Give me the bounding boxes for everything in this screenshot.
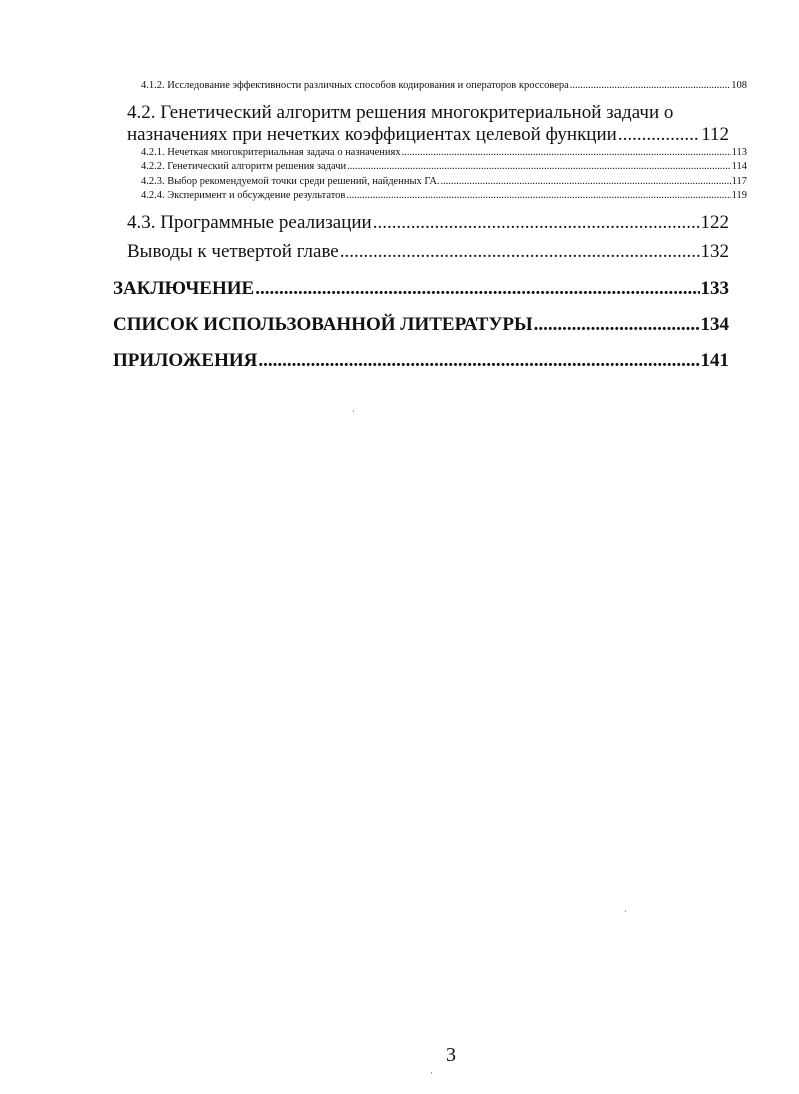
toc-entry-page: 134: [700, 314, 729, 335]
toc-leader-dots: [373, 212, 700, 234]
scan-speck: ·: [430, 1068, 433, 1078]
toc-entry-title: ЗАКЛЮЧЕНИЕ: [113, 278, 255, 299]
toc-entry-4-3: [127, 212, 729, 234]
toc-leader-dots: [441, 176, 731, 187]
scan-speck: ˏ: [352, 402, 355, 412]
toc-leader-dots: [534, 314, 700, 336]
toc-entry-4-2-1: [141, 147, 747, 158]
toc-entry-title: 4.3. Программные реализации: [127, 212, 372, 233]
toc-entry-title: 4.1.2. Исследование эффективности различных способов кодирования и операторов кроссовера: [141, 80, 569, 91]
toc-entry-title: 4.2.2. Генетический алгоритм решения задачи: [141, 161, 347, 172]
toc-entry-page: 108: [731, 80, 747, 91]
toc-entry-page: 112: [701, 124, 729, 145]
toc-entry-page: 132: [700, 241, 729, 262]
toc-entry-title: 4.2.1. Нечеткая многокритериальная задача о назначениях: [141, 147, 401, 158]
toc-entry-4-2: [127, 124, 729, 146]
toc-entry-title: СПИСОК ИСПОЛЬЗОВАННОЙ ЛИТЕРАТУРЫ: [113, 314, 533, 335]
toc-entry-title: Выводы к четвертой главе: [127, 241, 339, 262]
toc-entry-4-2-3: [141, 176, 747, 187]
toc-entry-4-2-2: [141, 161, 747, 172]
toc-leader-dots: [258, 350, 699, 372]
toc-entry-title: 4.2.3. Выбор рекомендуемой точки среди решений, найденных ГА.: [141, 176, 440, 187]
toc-entry-page: 122: [700, 212, 729, 233]
toc-entry-page: 133: [700, 278, 729, 299]
toc-leader-dots: [347, 161, 730, 172]
toc-leader-dots: [618, 124, 700, 146]
toc-entry-appendices: [113, 350, 729, 372]
toc-entry-page: 114: [731, 161, 747, 172]
scan-speck: ˏ: [624, 902, 627, 912]
toc-leader-dots: [346, 190, 730, 201]
toc-leader-dots: [570, 80, 730, 91]
toc-entry-title: ПРИЛОЖЕНИЯ: [113, 350, 258, 371]
toc-entry-page: 113: [731, 147, 747, 158]
toc-entry-4-2-line1: 4.2. Генетический алгоритм решения многокритериальной задачи о: [127, 102, 674, 123]
toc-entry-page: 141: [700, 350, 729, 371]
toc-entry-conclusion: [113, 278, 729, 300]
toc-leader-dots: [255, 278, 699, 300]
toc-entry-page: 117: [731, 176, 747, 187]
toc-entry-title: 4.2.4. Эксперимент и обсуждение результатов: [141, 190, 346, 201]
toc-leader-dots: [402, 147, 731, 158]
page-number: 3: [446, 1044, 456, 1066]
toc-entry-4-1-2: [141, 80, 747, 91]
toc-entry-title: назначениях при нечетких коэффициентах целевой функции: [127, 124, 617, 145]
toc-entry-4-2-4: [141, 190, 747, 201]
toc-leader-dots: [340, 241, 700, 263]
toc-entry-references: [113, 314, 729, 336]
toc-entry-page: 119: [731, 190, 747, 201]
toc-entry-chapter4-conclusions: [127, 241, 729, 263]
